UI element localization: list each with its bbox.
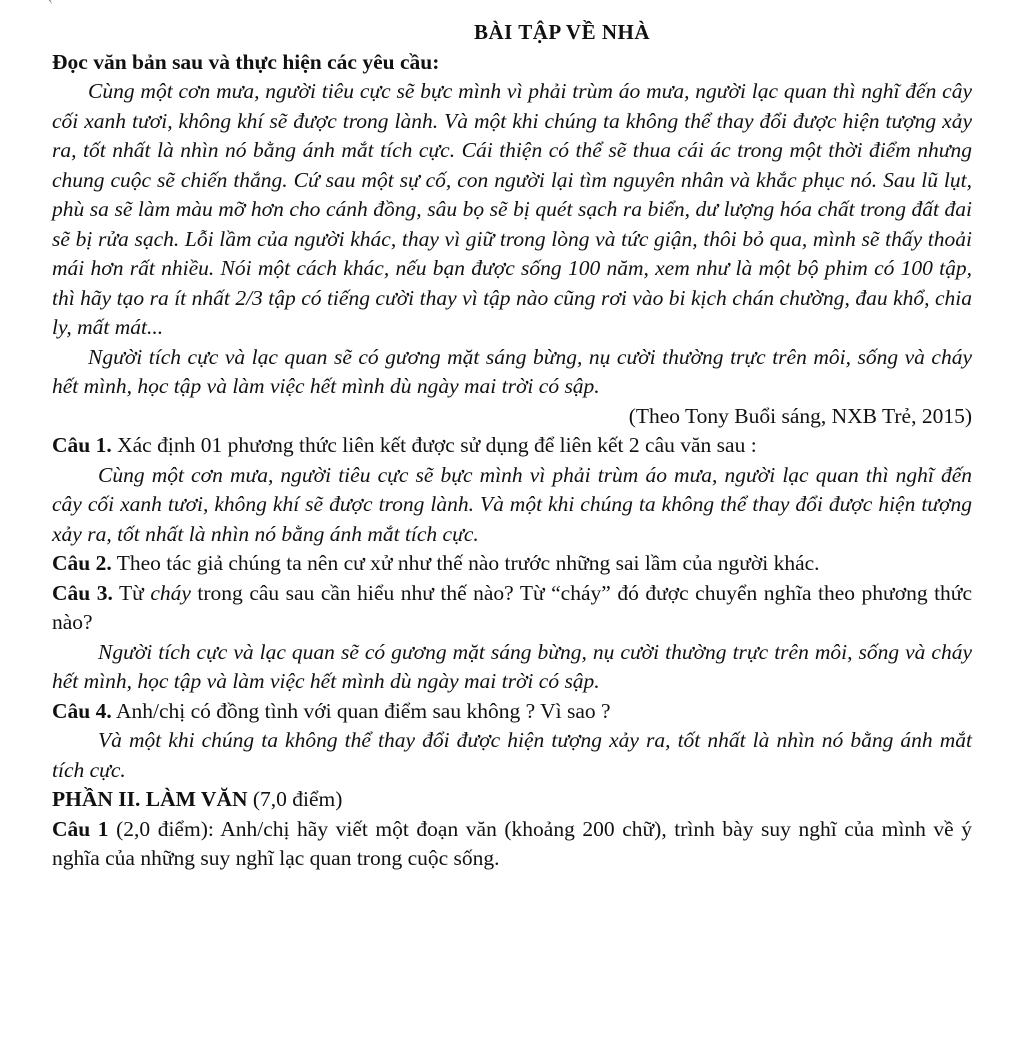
question-3-word: cháy [150,580,191,605]
question-1-label: Câu 1. [52,433,112,457]
passage-source: (Theo Tony Buổi sáng, NXB Trẻ, 2015) [628,403,972,428]
question-3 [52,579,972,638]
question-3-label: Câu 3. [52,580,113,605]
section-2-heading [52,785,972,815]
question-1-quote: Cùng một cơn mưa, người tiêu cực sẽ bực mình vì phải trùm áo mưa, người lạc quan thì nghĩ đến cây cối xanh tươi, không khí sẽ được trong lành. Và một khi chúng ta không thể thay đổi được hiện tượng xảy ra, tốt nhất là nhìn nó bằng ánh mắt tích cực. [52,462,972,546]
question-4 [52,697,972,727]
section-2-question-1 [52,815,972,874]
page-title: BÀI TẬP VỀ NHÀ [473,20,650,44]
section-2-question-1-label: Câu 1 [52,816,109,841]
section-2-title: PHẦN II. LÀM VĂN [52,787,248,811]
question-4-label: Câu 4. [52,698,112,723]
question-1-text: Xác định 01 phương thức liên kết được sử dụng để liên kết 2 câu văn sau : [117,433,757,457]
page-corner-mark [26,0,53,12]
question-4-quote: Và một khi chúng ta không thể thay đổi được hiện tượng xảy ra, tốt nhất là nhìn nó bằng ánh mắt tích cực. [52,728,972,782]
question-1 [52,431,972,461]
section-2-points: (7,0 điểm) [252,787,343,811]
question-3-text-before: Từ [119,580,144,605]
question-2-text: Theo tác giả chúng ta nên cư xử như thế nào trước những sai lầm của người khác. [116,551,820,575]
question-2-label: Câu 2. [52,551,112,575]
passage-paragraph-1: Cùng một cơn mưa, người tiêu cực sẽ bực mình vì phải trùm áo mưa, người lạc quan thì nghĩ đến cây cối xanh tươi, không khí sẽ được trong lành. Và một khi chúng ta không thể thay đổi được hiện tượng xảy ra, tốt nhất là nhìn nó bằng ánh mắt tích cực. Cái thiện có thể sẽ thua cái ác trong một thời điểm nhưng chung cuộc sẽ chiến thắng. Cứ sau một sự cố, con người lại tìm nguyên nhân và khắc phục nó. Sau lũ lụt, phù sa sẽ làm màu mỡ hơn cho cánh đồng, sâu bọ sẽ bị quét sạch ra biển, dư lượng hóa chất trong đất đai sẽ bị rửa sạch. Lỗi lầm của người khác, thay vì giữ trong lòng và tức giận, thôi bỏ qua, mình sẽ thấy thoải mái hơn rất nhiều. Nói một cách khác, nếu bạn được sống 100 năm, xem như là một bộ phim có 100 tập, thì hãy tạo ra ít nhất 2/3 tập có tiếng cười thay vì tập nào cũng rơi vào bi kịch chán chường, đau khổ, chia ly, mất mát... [52,79,972,339]
passage-paragraph-2: Người tích cực và lạc quan sẽ có gương mặt sáng bừng, nụ cười thường trực trên môi, sống và cháy hết mình, học tập và làm việc hết mình dù ngày mai trời có sập. [52,344,972,398]
question-3-text-after: trong câu sau cần hiểu như thế nào? Từ “cháy” đó được chuyển nghĩa theo phương thức nào? [52,580,972,634]
reading-instruction: Đọc văn bản sau và thực hiện các yêu cầu: [52,49,440,74]
question-3-quote: Người tích cực và lạc quan sẽ có gương mặt sáng bừng, nụ cười thường trực trên môi, sống và cháy hết mình, học tập và làm việc hết mình dù ngày mai trời có sập. [52,639,972,693]
question-4-text: Anh/chị có đồng tình với quan điểm sau không ? Vì sao ? [115,698,611,723]
question-2 [52,549,972,579]
section-2-question-1-text: (2,0 điểm): Anh/chị hãy viết một đoạn văn (khoảng 200 chữ), trình bày suy nghĩ của mình về ý nghĩa của những suy nghĩ lạc quan trong cuộc sống. [52,816,972,870]
